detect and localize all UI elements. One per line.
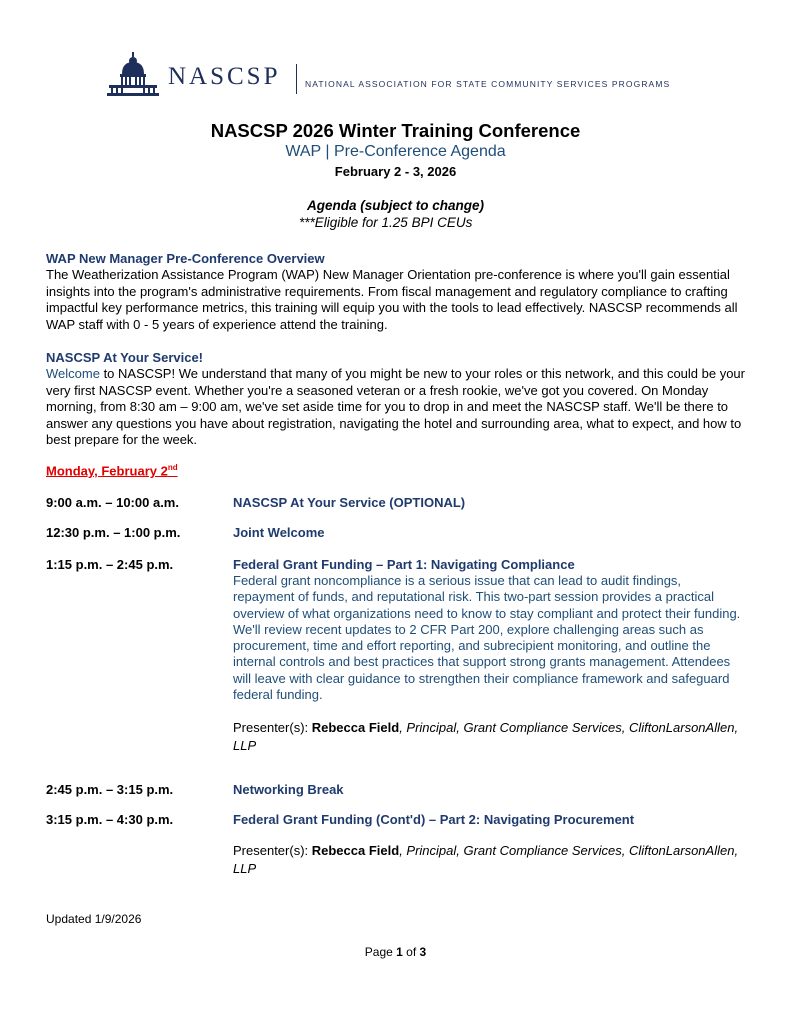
presenter-name: Rebecca Field [311,720,400,735]
day-suffix: nd [167,463,178,472]
capitol-logo-icon [107,52,159,96]
page-title: NASCSP 2026 Winter Training Conference [210,120,581,141]
page-current: 1 [396,945,403,959]
day-heading [46,463,178,478]
session-time: 2:45 p.m. – 3:15 p.m. [46,782,174,797]
presenter-role: , Principal, Grant Compliance Services, CliftonLarsonAllen, LLP [233,843,739,876]
session-title: Federal Grant Funding – Part 1: Navigating Compliance [233,557,575,572]
session-title: Networking Break [233,782,344,797]
session-presenter [233,719,743,755]
session-title: NASCSP At Your Service (OPTIONAL) [233,495,466,510]
overview-text: The Weatherization Assistance Program (WAP) New Manager Orientation pre-conference is where you'll gain essential insights into the program's administrative requirements. From fiscal management and regulatory compliance to crafting impactful key performance metrics, this training will equip you with the tools to lead effectively. NASCSP recommends all WAP staff with 0 - 5 years of experience attend the training. [46,267,738,332]
overview-heading: WAP New Manager Pre-Conference Overview [46,251,325,266]
session-title: Federal Grant Funding (Cont'd) – Part 2: Navigating Procurement [233,812,635,827]
session-time: 12:30 p.m. – 1:00 p.m. [46,525,181,540]
session-presenter [233,842,743,878]
presenter-role: , Principal, Grant Compliance Services, CliftonLarsonAllen, LLP [233,720,739,753]
service-paragraph [46,366,750,449]
session-title: Joint Welcome [233,525,325,540]
service-heading: NASCSP At Your Service! [46,350,204,365]
logo-tagline: NATIONAL ASSOCIATION FOR STATE COMMUNITY SERVICES PROGRAMS [305,79,671,89]
service-text: to NASCSP! We understand that many of you might be new to your roles or this network, and this could be your very first NASCSP event. Whether you're a seasoned veteran or a fresh rookie, we've got you covered. On Monday morning, from 8:30 am – 9:00 am, we've set aside time for you to drop in and meet the NASCSP staff. We'll be there to answer any questions you have about registration, navigating the hotel and surrounding area, what to expect, and how to best prepare for the week. [46,366,745,447]
page-subtitle: WAP | Pre-Conference Agenda [285,143,506,160]
agenda-note: Agenda (subject to change) [306,198,485,213]
session-description: Federal grant noncompliance is a serious issue that can lead to audit findings, repayment of funds, and reputational risk. This two-part session provides a practical overview of what organizations need to know to stay compliant and protect their funding. We'll review recent updates to 2 CFR Part 200, explore challenging areas such as procurement, time and effort reporting, and subrecipient monitoring, and outline the internal controls and best practices that support strong grants management. Attendees will leave with clear guidance to strengthen their compliance framework and safeguard federal funding. [233,573,741,703]
updated-date: Updated 1/9/2026 [46,912,142,926]
session-time: 1:15 p.m. – 2:45 p.m. [46,557,174,572]
page-prefix: Page [364,945,397,959]
welcome-word: Welcome [46,366,100,381]
page-total: 3 [419,945,427,959]
presenter-name: Rebecca Field [311,843,400,858]
conference-dates: February 2 - 3, 2026 [334,164,457,179]
page-number [0,945,791,959]
logo-wordmark: NASCSP [168,63,281,90]
session-time: 9:00 a.m. – 10:00 a.m. [46,495,179,510]
logo-divider [296,64,297,94]
session-time: 3:15 p.m. – 4:30 p.m. [46,812,174,827]
ceu-note: ***Eligible for 1.25 BPI CEUs [299,215,473,230]
day-label: Monday, February 2 [46,463,168,479]
page-of: of [402,945,420,959]
presenter-label: Presenter(s): [233,720,312,735]
presenter-label: Presenter(s): [233,843,312,858]
